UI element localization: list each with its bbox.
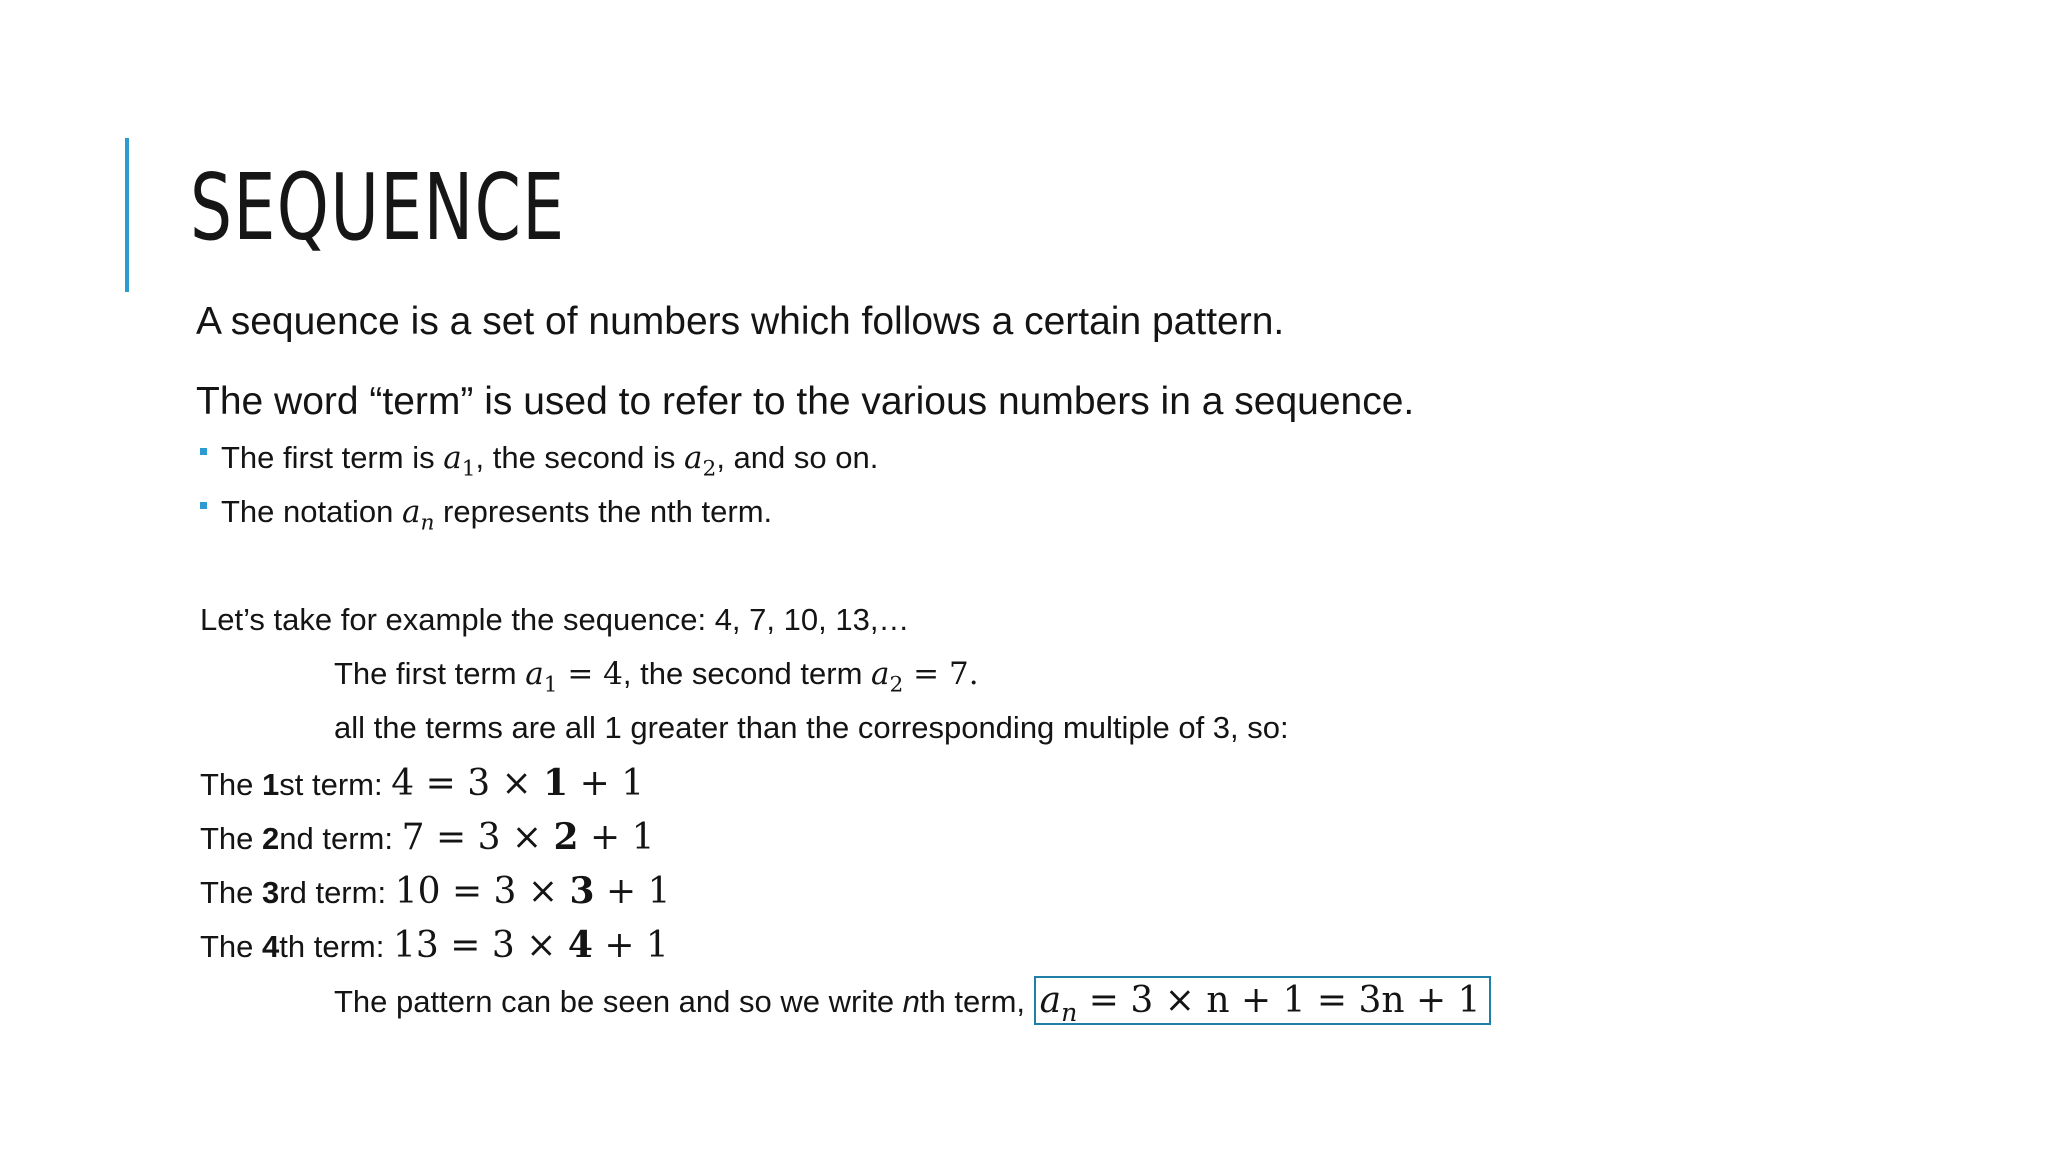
bullet-notation: The notation $a_n$ represents the nth term.: [200, 494, 772, 536]
title-accent-bar: [125, 138, 129, 292]
bullet-marker-icon: [200, 448, 207, 455]
term-line-3: The 3rd term: 10 = 3 × 3 + 1: [200, 870, 671, 912]
bullet-marker-icon: [200, 502, 207, 509]
nth-term-formula-box: $a_n = 3 \times n + 1 = 3n + 1$: [1034, 976, 1491, 1025]
multiple-explanation: all the terms are all 1 greater than the corresponding multiple of 3, so:: [334, 710, 1289, 745]
bullet-first-term: The first term is $a_1$, the second is $a_2$, and so on.: [200, 440, 878, 482]
first-second-term-line: The first term $a_1 = 4$, the second term $a_2 = 7$.: [334, 656, 979, 698]
conclusion-line: The pattern can be seen and so we write nth term, $a_n = 3 \times n + 1 = 3n + 1$: [334, 980, 1491, 1027]
definition-text: A sequence is a set of numbers which follows a certain pattern.: [196, 300, 1285, 343]
term-line-1: The 1st term: 4 = 3 × 1 + 1: [200, 762, 645, 804]
term-line-4: The 4th term: 13 = 3 × 4 + 1: [200, 924, 669, 966]
term-definition-text: The word “term” is used to refer to the various numbers in a sequence.: [196, 380, 1415, 423]
slide-title: SEQUENCE: [190, 154, 566, 261]
term-line-2: The 2nd term: 7 = 3 × 2 + 1: [200, 816, 655, 858]
example-intro: Let’s take for example the sequence: 4, 7, 10, 13,…: [200, 602, 910, 637]
